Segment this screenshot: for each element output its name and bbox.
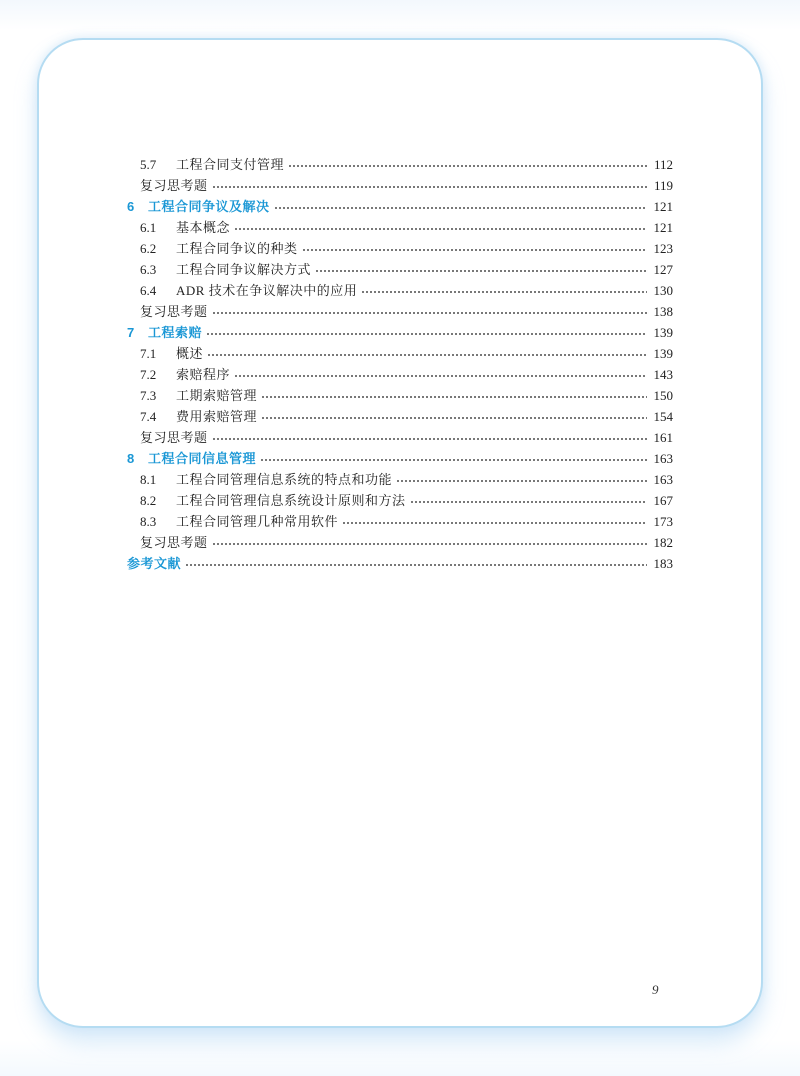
toc-entry-number: 7.1: [140, 346, 157, 361]
toc-entry-section: [127, 406, 673, 427]
toc-entry-number: 6: [127, 199, 135, 214]
dot-leader: [212, 185, 647, 189]
dot-leader: [212, 542, 647, 546]
dot-leader: [288, 164, 647, 168]
dot-leader: [342, 521, 647, 525]
toc-entry-section: [127, 469, 673, 490]
dot-leader: [234, 227, 647, 231]
toc-entry-number: 8.3: [140, 514, 157, 529]
toc-entry-number: 7.3: [140, 388, 157, 403]
toc-entry-number: 8.2: [140, 493, 157, 508]
dot-leader: [185, 563, 647, 567]
toc-entry-section: [127, 280, 673, 301]
toc-entry-title: 复习思考题: [140, 178, 208, 193]
toc-entry-back: [127, 553, 673, 574]
toc-entry-number: 6.3: [140, 262, 157, 277]
toc-entry-review: [127, 175, 673, 196]
toc-entry-review: [127, 301, 673, 322]
toc-entry-chapter: [127, 322, 673, 343]
toc-entry-chapter: [127, 448, 673, 469]
toc-entry-page: 161: [653, 430, 673, 445]
toc-entry-number: 8: [127, 451, 135, 466]
toc-entry-section: [127, 511, 673, 532]
toc-entry-number: 7.4: [140, 409, 157, 424]
dot-leader: [212, 437, 647, 441]
toc-entry-page: 121: [653, 199, 673, 214]
dot-leader: [315, 269, 647, 273]
table-of-contents: [127, 154, 673, 574]
toc-entry-title: 工程索赔: [148, 325, 203, 340]
toc-entry-page: 167: [653, 493, 673, 508]
toc-entry-page: 163: [653, 472, 673, 487]
toc-entry-number: 8.1: [140, 472, 157, 487]
toc-entry-title: 复习思考题: [140, 430, 208, 445]
toc-entry-number: 6.2: [140, 241, 157, 256]
dot-leader: [234, 374, 647, 378]
toc-entry-page: 121: [653, 220, 673, 235]
toc-entry-page: 183: [653, 556, 673, 571]
toc-entry-review: [127, 427, 673, 448]
toc-entry-title: 工期索赔管理: [176, 388, 258, 403]
toc-entry-number: 7.2: [140, 367, 157, 382]
toc-entry-title: ADR 技术在争议解决中的应用: [176, 283, 358, 298]
toc-entry-title: 工程合同管理信息系统的特点和功能: [176, 472, 393, 487]
toc-entry-title: 参考文献: [127, 556, 182, 571]
toc-entry-title: 工程合同支付管理: [176, 157, 285, 172]
toc-entry-chapter: [127, 196, 673, 217]
dot-leader: [261, 395, 647, 399]
toc-entry-section: [127, 364, 673, 385]
toc-entry-page: 139: [653, 325, 673, 340]
page-number: 9: [652, 982, 659, 997]
toc-entry-title: 工程合同信息管理: [148, 451, 257, 466]
dot-leader: [410, 500, 647, 504]
toc-entry-title: 工程合同争议及解决: [148, 199, 270, 214]
toc-entry-number: 5.7: [140, 157, 157, 172]
toc-entry-title: 工程合同管理几种常用软件: [176, 514, 339, 529]
toc-entry-section: [127, 217, 673, 238]
toc-entry-title: 基本概念: [176, 220, 231, 235]
toc-entry-page: 182: [653, 535, 673, 550]
toc-entry-review: [127, 532, 673, 553]
toc-entry-title: 工程合同争议解决方式: [176, 262, 312, 277]
toc-entry-title: 费用索赔管理: [176, 409, 258, 424]
toc-entry-page: 154: [653, 409, 673, 424]
toc-entry-page: 127: [653, 262, 673, 277]
toc-entry-number: 6.4: [140, 283, 157, 298]
toc-entry-title: 工程合同管理信息系统设计原则和方法: [176, 493, 406, 508]
toc-entry-title: 复习思考题: [140, 304, 208, 319]
toc-entry-title: 复习思考题: [140, 535, 208, 550]
dot-leader: [396, 479, 647, 483]
toc-entry-title: 工程合同争议的种类: [176, 241, 298, 256]
dot-leader: [261, 416, 647, 420]
toc-entry-section: [127, 343, 673, 364]
toc-entry-section: [127, 238, 673, 259]
dot-leader: [207, 353, 647, 357]
toc-entry-page: 150: [653, 388, 673, 403]
toc-entry-page: 123: [653, 241, 673, 256]
toc-entry-section: [127, 490, 673, 511]
toc-entry-page: 163: [653, 451, 673, 466]
toc-entry-number: 7: [127, 325, 135, 340]
toc-entry-title: 索赔程序: [176, 367, 231, 382]
toc-entry-page: 143: [653, 367, 673, 382]
dot-leader: [260, 458, 647, 462]
toc-entry-section: [127, 154, 673, 175]
toc-entry-section: [127, 385, 673, 406]
dot-leader: [274, 206, 647, 210]
toc-entry-page: 138: [653, 304, 673, 319]
toc-entry-number: 6.1: [140, 220, 157, 235]
toc-entry-page: 130: [653, 283, 673, 298]
toc-entry-page: 112: [653, 157, 673, 172]
toc-entry-page: 139: [653, 346, 673, 361]
toc-entry-page: 119: [653, 178, 673, 193]
toc-entry-section: [127, 259, 673, 280]
toc-entry-page: 173: [653, 514, 673, 529]
dot-leader: [361, 290, 647, 294]
dot-leader: [302, 248, 647, 252]
dot-leader: [212, 311, 647, 315]
toc-entry-title: 概述: [176, 346, 204, 361]
dot-leader: [206, 332, 647, 336]
